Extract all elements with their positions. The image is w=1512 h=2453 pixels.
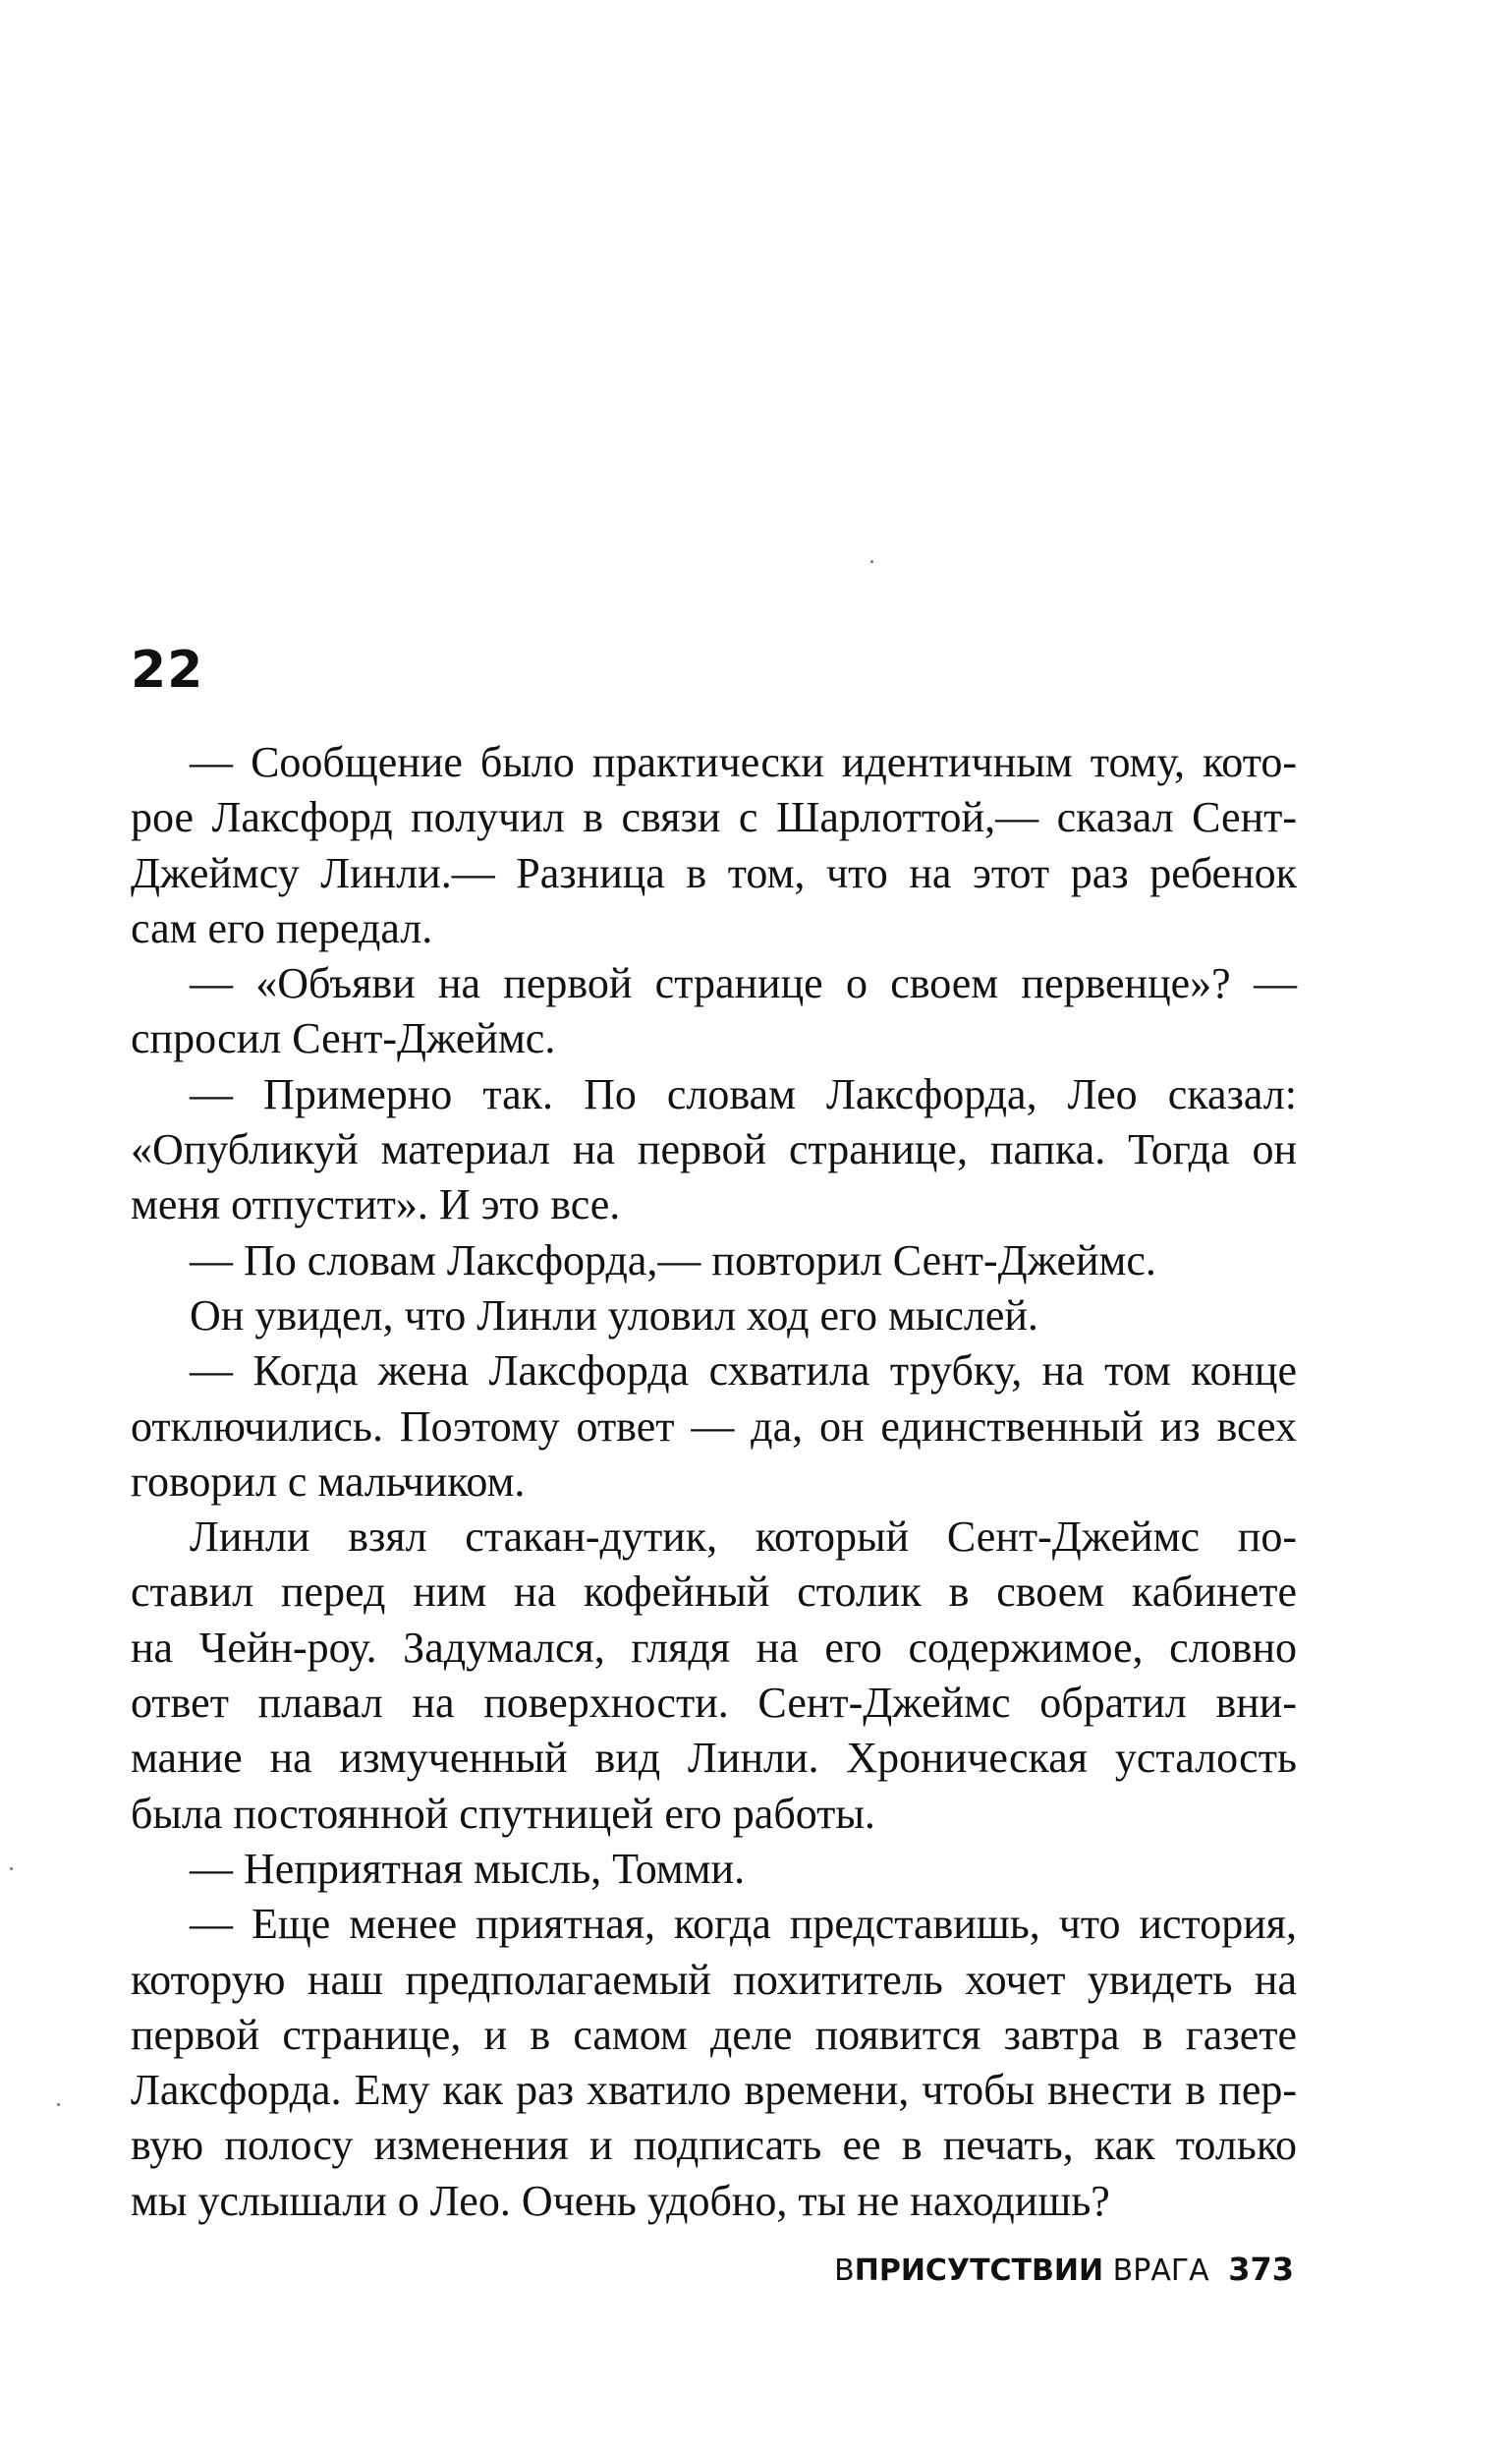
text-line: рое Лаксфорд получил в связи с Шарлоттой,— сказал Сент-: [131, 793, 1297, 842]
text-line: ставил перед ним на кофейный столик в своем кабинете: [131, 1568, 1297, 1617]
text-line: — По словам Лаксфорда,— повторил Сент-Джеймс.: [190, 1235, 1156, 1284]
text-line: — Когда жена Лаксфорда схватила трубку, на том конце: [190, 1346, 1297, 1396]
text-line: сам его передал.: [131, 903, 433, 952]
text-line: Линли взял стакан-дутик, который Сент-Джеймс по-: [190, 1512, 1297, 1562]
footer-title-rest: ВРАГА: [1112, 2253, 1209, 2288]
text-line: говорил с мальчиком.: [131, 1456, 526, 1506]
text-line: ответ плавал на поверхности. Сент-Джеймс обратил вни-: [131, 1679, 1297, 1728]
text-line: Он увидел, что Линли уловил ход его мыслей.: [190, 1290, 1038, 1340]
text-line: Джеймсу Линли.— Разница в том, что на этот раз ребенок: [131, 848, 1297, 897]
scan-speck: [870, 560, 873, 563]
chapter-number: 22: [131, 641, 204, 700]
text-line: «Опубликуй материал на первой странице, папка. Тогда он: [131, 1125, 1297, 1174]
footer-title-bold: ПРИСУТСТВИИ: [854, 2253, 1104, 2288]
text-line: — Сообщение было практически идентичным тому, кото-: [190, 738, 1297, 786]
text-line: меня отпустит». И это все.: [131, 1180, 621, 1229]
text-line: первой странице, и в самом деле появится завтра в газете: [131, 2010, 1297, 2059]
running-footer: [834, 2250, 1294, 2291]
text-line: на Чейн-роу. Задумался, глядя на его содержимое, словно: [131, 1623, 1297, 1672]
text-line: была постоянной спутницей его работы.: [131, 1789, 875, 1838]
footer-prefix: В: [834, 2253, 855, 2288]
scan-speck: [10, 1867, 13, 1870]
page-number: 373: [1228, 2251, 1294, 2288]
text-line: — Примерно так. По словам Лаксфорда, Лео сказал:: [190, 1069, 1297, 1118]
scan-speck: [57, 2103, 60, 2106]
text-line: — Неприятная мысль, Томми.: [190, 1844, 746, 1893]
text-line: отключились. Поэтому ответ — да, он единственный из всех: [131, 1401, 1297, 1451]
text-line: спросил Сент-Джеймс.: [131, 1014, 556, 1063]
text-line: вую полосу изменения и подписать ее в печать, как только: [131, 2121, 1297, 2170]
text-line: — «Объяви на первой странице о своем первенце»? —: [190, 959, 1297, 1008]
text-line: которую наш предполагаемый похититель хочет увидеть на: [131, 1955, 1297, 2004]
text-line: мы услышали о Лео. Очень удобно, ты не находишь?: [131, 2176, 1110, 2225]
body-text: [131, 735, 1297, 2229]
text-line: мание на измученный вид Линли. Хроническая усталость: [131, 1734, 1297, 1783]
text-line: — Еще менее приятная, когда представишь, что история,: [190, 1900, 1297, 1949]
text-line: Лаксфорда. Ему как раз хватило времени, чтобы внести в пер-: [131, 2066, 1297, 2115]
